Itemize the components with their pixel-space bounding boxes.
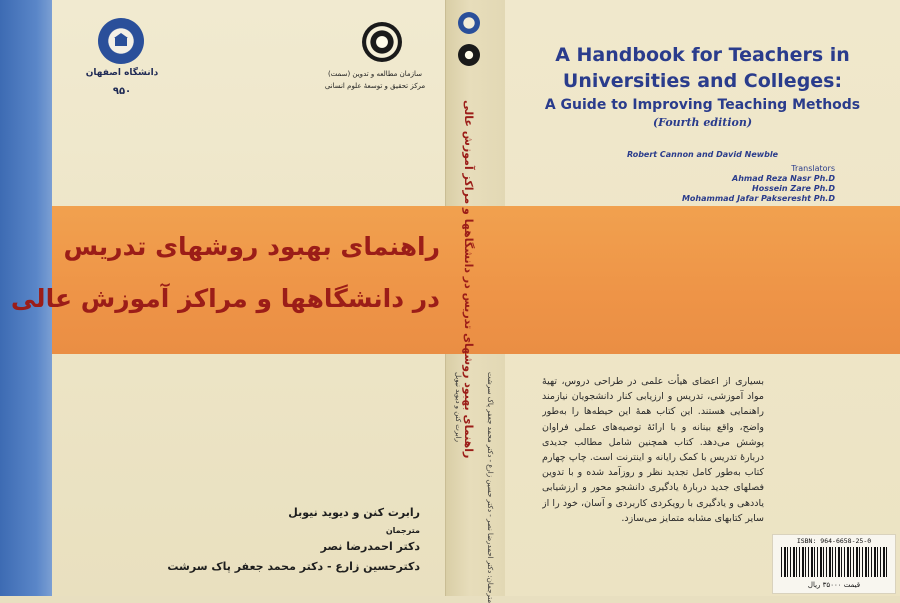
- publisher-name: سازمان مطالعه و تدوین (سمت): [327, 70, 423, 78]
- english-title-line2: Universities and Colleges:: [562, 70, 843, 92]
- spine-authors: رابرت کنن و دیوید نیوبل: [454, 372, 462, 443]
- persian-translators-2-3: دکترحسین زارع - دکتر محمد جعفر پاک سرشت: [167, 560, 420, 573]
- persian-translators-label: مترجمان: [385, 526, 420, 535]
- university-name: دانشگاه اصفهان: [85, 68, 159, 78]
- barcode-bars-icon: [781, 547, 887, 577]
- english-authors: Robert Cannon and David Newble: [626, 150, 779, 159]
- persian-translator-1: دکتر احمدرضا نصر: [320, 540, 420, 553]
- english-translators-label: Translators: [791, 164, 835, 173]
- publisher-emblem-icon: [362, 22, 402, 62]
- isbn-barcode: [772, 534, 896, 594]
- spine-credits: مترجمان: دکتر احمدرضا نصر - دکتر حسین زارع - دکتر محمد جعفر پاک سرشت: [486, 372, 494, 603]
- english-title-line1: A Handbook for Teachers in: [555, 44, 850, 66]
- orange-title-band: [10, 206, 900, 354]
- spine-title: راهنمای بهبود روشهای تدریس در دانشگاهها و مراکز آموزش عالی: [462, 100, 475, 459]
- persian-title-line1: راهنمای بهبود روشهای تدریس: [63, 232, 440, 261]
- university-emblem-icon: [98, 18, 144, 64]
- back-blurb-paragraph: بسیاری از اعضای هیأت علمی در طراحی دروس، تهیهٔ مواد آموزشی، تدریس و ارزیابی کنار دانشجویان نیازمند راهنمایی هستند. این کتاب همهٔ این حیطه‌ها را به‌طور واضح، واقع بینانه و با ارائهٔ توصیه‌های عملی فراوان پوشش می‌دهد. کتاب همچنین شامل مطالب جدیدی دربارهٔ تدریس با کمک رایانه و اینترنت است. چاپ چهارم کتاب به‌طور کامل تجدید نظر و روزآمد شده و با تدوین فصلهای جدید دربارهٔ یادگیری دانشجو محور و ارزشیابی یاددهی و یادگیری با رویکردی کاربردی و آسان، خود را از سایر کتابهای مشابه متمایز می‌سازد.: [542, 376, 764, 524]
- persian-authors: رابرت کنن و دیوید نیوبل: [288, 506, 420, 519]
- english-translator-3: Mohammad Jafar Pakseresht Ph.D: [681, 194, 835, 203]
- english-edition: (Fourth edition): [652, 116, 753, 129]
- price-label: قیمت ۳۵۰۰۰ ریال: [807, 581, 861, 589]
- publisher-subtitle: مرکز تحقیق و توسعهٔ علوم انسانی: [324, 82, 426, 90]
- spine-university-emblem-icon: [458, 12, 480, 34]
- spine-publisher-emblem-icon: [458, 44, 480, 66]
- english-translator-2: Hossein Zare Ph.D: [752, 184, 835, 193]
- english-subtitle: A Guide to Improving Teaching Methods: [544, 97, 861, 113]
- english-translator-1: Ahmad Reza Nasr Ph.D: [732, 174, 835, 183]
- persian-title-line2: در دانشگاهها و مراکز آموزش عالی: [10, 284, 440, 313]
- university-code: ۹۵۰: [112, 86, 132, 97]
- isbn-number: ISBN: 964-6658-25-0: [796, 537, 872, 545]
